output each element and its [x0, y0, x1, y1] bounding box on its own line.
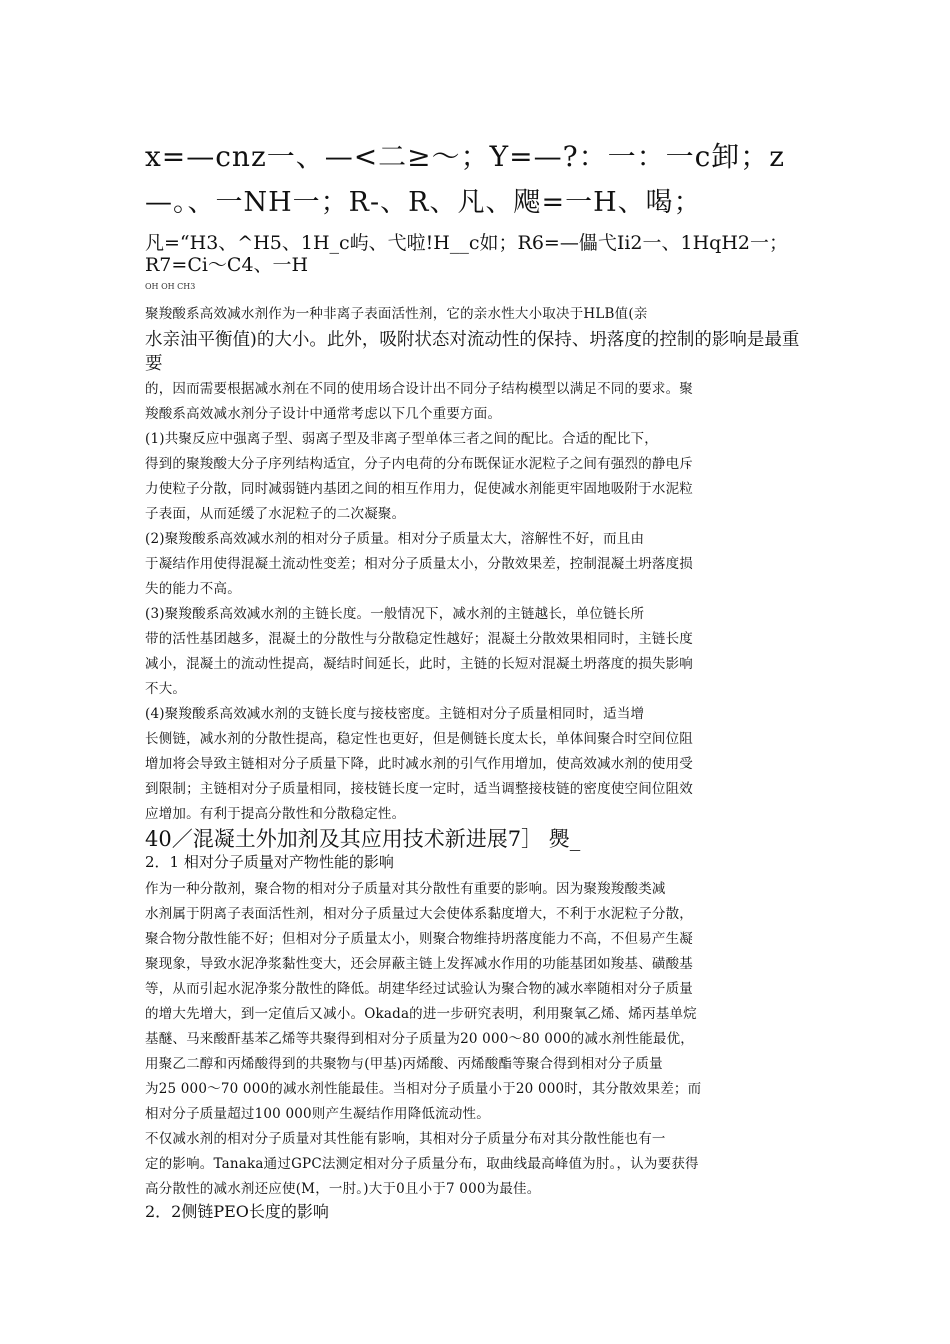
body-line: 不大。 [145, 681, 187, 697]
section-line: 高分散性的减水剂还应使(M，一肘。)大于0且小于7 000为最佳。 [145, 1181, 541, 1197]
section-line: 为25 000～70 000的减水剂性能最佳。当相对分子质量小于20 000时，其分散效果差；而 [145, 1081, 702, 1097]
formula-line-3: 凡=“H3、^H5、1H_c屿、弋啦!H__c如；R6=—儡弋Ii2一、1HqH2一； [145, 232, 788, 254]
body-line: 聚羧酸系高效减水剂作为一种非离子表面活性剂，它的亲水性大小取决于HLB值(亲 [145, 306, 648, 322]
body-line: 水亲油平衡值)的大小。此外，吸附状态对流动性的保持、坍落度的控制的影响是最重 [145, 330, 800, 350]
section-line: 基醚、马来酸酐基苯乙烯等共聚得到相对分子质量为20 000～80 000的减水剂性能最优， [145, 1031, 694, 1047]
section-line: 的增大先增大，到一定值后又减小。Okada的进一步研究表明，利用聚氧乙烯、烯丙基单烷 [145, 1006, 697, 1022]
body-line: 到限制；主链相对分子质量相同，接枝链长度一定时，适当调整接枝链的密度使空间位阻效 [145, 781, 693, 797]
section-line: 水剂属于阴离子表面活性剂，相对分子质量过大会使体系黏度增大，不利于水泥粒子分散， [145, 906, 693, 922]
body-line: 要 [145, 354, 163, 374]
body-line: 带的活性基团越多，混凝土的分散性与分散稳定性越好；混凝土分散效果相同时，主链长度 [145, 631, 693, 647]
body-line: 的，因而需要根据减水剂在不同的使用场合设计出不同分子结构模型以满足不同的要求。聚 [145, 381, 693, 397]
running-header: 40／混凝土外加剂及其应用技术新进展7］ 爂_ [145, 827, 581, 851]
formula-line-1: x=—cnz一、—<二≥～；Y=—?：一：一c卸；z [145, 140, 786, 173]
section-line: 不仅减水剂的相对分子质量对其性能有影响，其相对分子质量分布对其分散性能也有一 [145, 1131, 666, 1147]
section-line: 作为一种分散剂，聚合物的相对分子质量对其分散性有重要的影响。因为聚羧羧酸类减 [145, 881, 666, 897]
section-line: 用聚乙二醇和丙烯酸得到的共聚物与(甲基)丙烯酸、丙烯酸酯等聚合得到相对分子质量 [145, 1056, 663, 1072]
formula-line-4: R7=Ci～C4、一H [145, 254, 309, 276]
formula-line-2: —。、一NH一；R-、R、凡、飔=一H、喝； [145, 187, 702, 218]
body-line: 子表面，从而延缓了水泥粒子的二次凝聚。 [145, 506, 406, 522]
body-line: 力使粒子分散，同时减弱链内基团之间的相互作用力，促使减水剂能更牢固地吸附于水泥粒 [145, 481, 693, 497]
body-line: 减小，混凝土的流动性提高，凝结时间延长，此时，主链的长短对混凝土坍落度的损失影响 [145, 656, 693, 672]
section-line: 定的影响。Tanaka通过GPC法测定相对分子质量分布，取曲线最高峰值为肘。，认为要获得 [145, 1156, 699, 1172]
section-line: 相对分子质量超过100 000则产生凝结作用降低流动性。 [145, 1106, 490, 1122]
section-line: 聚现象，导致水泥净浆黏性变大，还会屏蔽主链上发挥减水作用的功能基团如羧基、磺酸基 [145, 956, 693, 972]
section-line: 等，从而引起水泥净浆分散性的降低。胡建华经过试验认为聚合物的减水率随相对分子质量 [145, 981, 693, 997]
formula-subscript-note: OH OH CH3 [145, 282, 196, 291]
body-line: 得到的聚羧酸大分子序列结构适宜，分子内电荷的分布既保证水泥粒子之间有强烈的静电斥 [145, 456, 693, 472]
body-line: (2)聚羧酸系高效减水剂的相对分子质量。相对分子质量太大，溶解性不好，而且由 [145, 531, 645, 547]
section-title: 2．2侧链PEO长度的影响 [145, 1202, 329, 1221]
body-line: (1)共聚反应中强离子型、弱离子型及非离子型单体三者之间的配比。合适的配比下， [145, 431, 658, 447]
body-line: 失的能力不高。 [145, 581, 241, 597]
section-line: 聚合物分散性能不好；但相对分子质量太小，则聚合物维持坍落度能力不高，不但易产生凝 [145, 931, 693, 947]
body-line: 羧酸系高效减水剂分子设计中通常考虑以下几个重要方面。 [145, 406, 502, 422]
body-line: 应增加。有利于提高分散性和分散稳定性。 [145, 806, 406, 822]
section-title: 2．1 相对分子质量对产物性能的影响 [145, 853, 394, 871]
body-line: (3)聚羧酸系高效减水剂的主链长度。一般情况下，减水剂的主链越长，单位链长所 [145, 606, 645, 622]
body-line: 增加将会导致主链相对分子质量下降，此时减水剂的引气作用增加，使高效减水剂的使用受 [145, 756, 693, 772]
body-line: 长侧链，减水剂的分散性提高，稳定性也更好，但是侧链长度太长，单体间聚合时空间位阻 [145, 731, 693, 747]
body-line: 于凝结作用使得混凝土流动性变差；相对分子质量太小，分散效果差，控制混凝土坍落度损 [145, 556, 693, 572]
body-line: (4)聚羧酸系高效减水剂的支链长度与接枝密度。主链相对分子质量相同时，适当增 [145, 706, 645, 722]
